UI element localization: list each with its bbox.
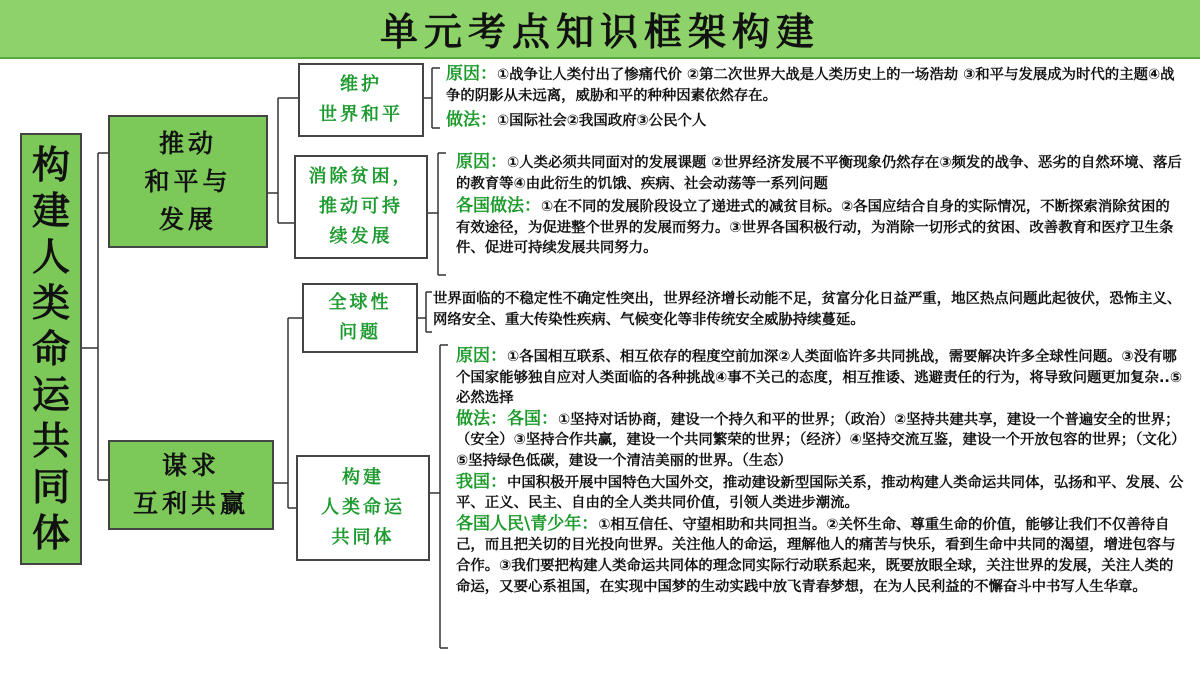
section-method: [456, 196, 1184, 259]
section-label: 各国做法：: [456, 196, 541, 217]
section-reason: [456, 346, 1186, 409]
section-label: 原因：: [456, 152, 507, 172]
section-label: 原因：: [446, 64, 497, 84]
topic-world-peace: [298, 63, 424, 137]
topic-community-shared-future: [296, 455, 430, 561]
root-node: [20, 133, 82, 565]
brace-topic-1: [424, 68, 440, 128]
section-method-countries: [456, 409, 1186, 472]
section-text: 世界面临的不稳定性不确定性突出，世界经济增长动能不足，贫富分化日益严重，地区热点问题此起彼伏，恐怖主义、网络安全、重大传染性疾病、气候变化等非传统安全威胁持续蔓延。: [433, 291, 1182, 328]
topic-label: 全球性 问题: [328, 292, 392, 343]
topic-label: 构建 人类命运 共同体: [321, 467, 405, 548]
topic-label: 消除贫困， 推动可持 续发展: [308, 166, 414, 247]
branch-mutual-benefit: [108, 440, 274, 530]
root-label: 构建人类命运共同体: [31, 142, 70, 555]
section-china: [456, 472, 1186, 514]
section-text: ①人类必须共同面对的发展课题 ②世界经济发展不平衡现象仍然存在③频发的战争、恶劣的自然环境、落后的教育等④由此衍生的饥饿、疾病、社会动荡等一系列问题: [456, 155, 1182, 192]
section-text: ①各国相互联系、相互依存的程度空前加深②人类面临许多共同挑战，需要解决许多全球性问题。③没有哪个国家能够独自应对人类面临的各种挑战④事不关己的态度，相互推诿、逃避责任的行为，将导致问题更加复杂..⑤必然选择: [456, 349, 1183, 407]
section-people-youth: [456, 514, 1186, 597]
content-global-issues: [433, 289, 1189, 330]
content-community: [456, 346, 1186, 597]
section-text: ①战争让人类付出了惨痛代价 ②第二次世界大战是人类历史上的一场浩劫 ③和平与发展成为时代的主题④战争的阴影从未远离，威胁和平的种种因素依然存在。: [446, 67, 1175, 104]
topic-eliminate-poverty: [294, 155, 428, 259]
topic-global-issues: [302, 283, 418, 353]
content-poverty: [456, 152, 1184, 259]
brace-topic-2: [428, 153, 446, 275]
section-text: 中国积极开展中国特色大国外交，推动建设新型国际关系，推动构建人类命运共同体，弘扬和平、发展、公平、正义、民主、自由的全人类共同价值，引领人类进步潮流。: [456, 474, 1184, 512]
branch-label: 谋求 互利共赢: [132, 451, 249, 518]
section-text: ①在不同的发展阶段设立了递进式的减贫目标。②各国应结合自身的实际情况，不断探索消除贫困的有效途径，为促进整个世界的发展而努力。③世界各国积极行动，为消除一切形式的贫困、改善教育和医疗卫生条件、促进可持续发展共同努力。: [456, 199, 1174, 257]
section-text: ①坚持对话协商，建设一个持久和平的世界；（政治）②坚持共建共享，建设一个普遍安全的世界；（安全）③坚持合作共赢，建设一个共同繁荣的世界；（经济）④坚持交流互鉴，建设一个开放包容的世界；（文化）⑤坚持绿色低碳，建设一个清洁美丽的世界。（生态）: [456, 411, 1186, 469]
section-label: 做法：: [446, 110, 497, 131]
section-label: 做法：各国：: [456, 408, 558, 429]
title-banner: [0, 0, 1200, 59]
section-label: 我国：: [456, 471, 507, 492]
section-method: [446, 110, 1182, 132]
page-title: 单元考点知识框架构建: [379, 9, 820, 54]
section-text: ①相互信任、守望相助和共同担当。②关怀生命、尊重生命的价值，能够让我们不仅善待自己，而且把关切的目光投向世界。关注他人的命运，理解他人的痛苦与快乐，看到生命中共同的渴望，增进包容与合作。③我们要把构建人类命运共同体的理念同实际行动联系起来，既要放眼全球，关注世界的发展，关注人类的命运，又要心系祖国，在实现中国梦的生动实践中放飞青春梦想，在为人民利益的不懈奋斗中书写人生华章。: [456, 516, 1176, 595]
section-label: 各国人民\青少年：: [456, 513, 599, 534]
topic-label: 维护 世界和平: [319, 74, 403, 125]
brace-topic-3: [418, 292, 432, 332]
branch-peace-development: [108, 115, 268, 248]
brace-topic-4: [430, 345, 448, 648]
section-text: ①国际社会②我国政府③公民个人: [497, 113, 707, 130]
root-bracket: [82, 153, 108, 480]
section-reason: [446, 64, 1182, 106]
section-reason: [456, 152, 1184, 194]
section-label: 原因：: [456, 346, 507, 366]
content-world-peace: [446, 64, 1182, 132]
branch-label: 推动 和平与 发展: [144, 128, 232, 234]
